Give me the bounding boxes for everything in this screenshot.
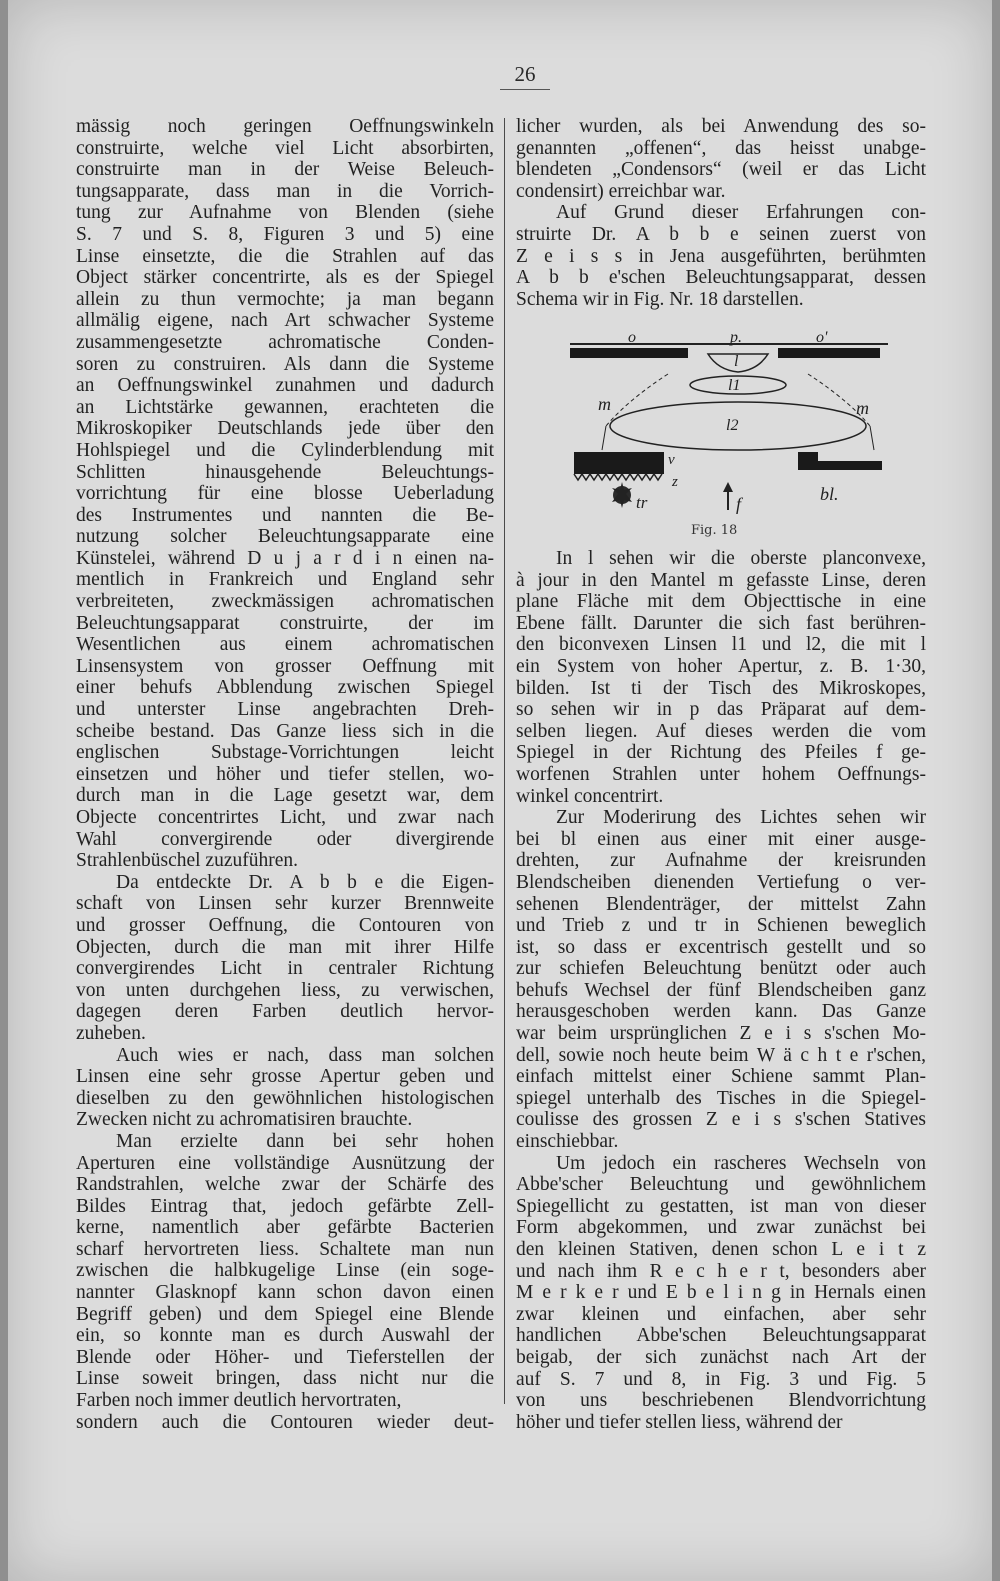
text-line: Blende oder Höher- und Tieferstellen der (76, 1346, 494, 1368)
diaphragm-carrier-left (574, 452, 664, 474)
text-line: zuheben. (76, 1022, 146, 1044)
column-divider (504, 118, 505, 1404)
text-line: so sehen wir in p das Präparat auf dem- (516, 699, 926, 721)
text-line: Blendscheiben dienenden Vertiefung o ver- (516, 871, 926, 893)
text-line: zwar kleinen und einfachen, aber sehr (516, 1303, 926, 1325)
text-line: Begriff geben) und dem Spiegel eine Blende (76, 1303, 494, 1325)
text-line: nannter Glasknopf kann schon davon einen (76, 1282, 494, 1304)
text-line: Linse einsetzte, die die Strahlen auf das (76, 245, 494, 267)
text-line: beigab, der sich zunächst nach Art der (516, 1346, 926, 1368)
text-line: genannten „offenen“, das heisst unabge- (516, 137, 926, 159)
text-line: winkel concentrirt. (516, 785, 664, 807)
text-line: blendeten „Condensors“ (weil er das Licht (516, 159, 926, 181)
text-line: herausgeschoben werden kann. Das Ganze (516, 1001, 926, 1023)
text-line: In l sehen wir die oberste planconvexe, (556, 548, 926, 569)
text-line: Objecte concentrirtes Licht, und zwar nach (76, 807, 494, 828)
text-line: einsetzen und höher und tiefer stellen, wo- (76, 763, 494, 785)
text-line: ein System von hoher Apertur, z. B. 1·30, (516, 655, 926, 677)
right-text-column-top (516, 116, 926, 310)
text-line: von uns beschriebenen Blendvorrichtung (516, 1390, 926, 1412)
text-line: von unten durchgehen liess, zu verwischen, (76, 979, 494, 1001)
text-line: convergirendes Licht in centraler Richtung (76, 958, 494, 980)
text-line: soren zu construiren. Als dann die Systeme (76, 353, 494, 375)
text-line: verbreiteten, zweckmässigen achromatischen (76, 591, 494, 613)
text-line: ein, so konnte man es durch Auswahl der (76, 1325, 494, 1347)
text-line: Künstelei, während D u j a r d i n einen na- (76, 547, 494, 569)
text-line: mässig noch geringen Oeffnungswinkeln (76, 116, 494, 137)
text-line: tungsapparate, dass man in die Vorrich- (76, 180, 494, 202)
text-line: Mikroskopiker Deutschlands jede über den (76, 418, 494, 440)
text-line: englischen Substage-Vorrichtungen leicht (76, 742, 494, 764)
text-line: war beim ursprünglichen Z e i s s'schen Mo- (516, 1023, 926, 1045)
text-line: scheibe bestand. Das Ganze liess sich in die (76, 720, 494, 742)
text-line: einschiebbar. (516, 1131, 619, 1153)
text-line: Linsen eine sehr grosse Apertur geben und (76, 1066, 494, 1088)
text-line: behufs Wechsel der fünf Blendscheiben ganz (516, 979, 926, 1001)
rack-teeth (574, 474, 662, 480)
text-line: bilden. Ist ti der Tisch des Mikroskopes, (516, 677, 926, 699)
text-line: allein zu thun vermochte; ja man begann (76, 288, 494, 310)
text-line: sehenen Blendenträger, der mittelst Zahn (516, 893, 926, 915)
text-line: den biconvexen Linsen l1 und l2, die mit l (516, 634, 926, 656)
text-line: zwischen die halbkugelige Linse (ein soge- (76, 1260, 494, 1282)
text-line: einfach mittelst einer Schiene sammt Plan- (516, 1066, 926, 1088)
text-line: Wesentlichen aus einem achromatischen (76, 634, 494, 656)
text-line: Objecten, durch die man mit ihrer Hilfe (76, 936, 494, 958)
text-line: Object stärker concentrirte, als es der Spiegel (76, 267, 494, 289)
text-line: einer behufs Abblendung zwischen Spiegel (76, 677, 494, 699)
text-line: an Lichtstärke gewannen, erachteten die (76, 396, 494, 418)
text-line: Bildes Eintrag that, jedoch gefärbte Zell- (76, 1195, 494, 1217)
text-line: vorrichtung für eine blosse Ueberladung (76, 483, 494, 505)
text-line: construirte man in der Weise Beleuch- (76, 159, 494, 181)
text-line: tung zur Aufnahme von Blenden (siehe (76, 202, 494, 224)
text-line: Auf Grund dieser Erfahrungen con- (556, 202, 926, 224)
text-line: struirte Dr. A b b e seinen zuerst von (516, 223, 926, 245)
text-line: Form abgekommen, und zwar zunächst bei (516, 1217, 926, 1239)
abbe-condenser-diagram (568, 330, 890, 545)
text-line: S. 7 und S. 8, Figuren 3 und 5) eine (76, 223, 494, 245)
text-line: schaft von Linsen sehr kurzer Brennweite (76, 893, 494, 915)
text-line: durch man in die Lage gesetzt war, dem (76, 785, 494, 807)
text-line: Randstrahlen, welche zwar der Schärfe des (76, 1174, 494, 1196)
label-l2: l2 (726, 417, 739, 434)
figure-caption: Fig. 18 (691, 523, 738, 538)
text-line: Farben noch immer deutlich hervortraten, (76, 1390, 402, 1412)
text-line: Da entdeckte Dr. A b b e die Eigen- (116, 871, 494, 893)
text-line: und nach ihm R e c h e r t, besonders aber (516, 1260, 926, 1282)
text-line: Schlitten hinausgehende Beleuchtungs- (76, 461, 494, 483)
text-line: worfenen Strahlen unter hohem Oeffnungs- (516, 763, 926, 785)
label-f: f (736, 494, 742, 514)
text-line: handlichen Abbe'schen Beleuchtungsapparat (516, 1325, 926, 1347)
book-page (8, 0, 992, 1581)
text-line: coulisse des grossen Z e i s s'schen Statives (516, 1109, 926, 1131)
text-line: höher und tiefer stellen liess, während der (516, 1411, 843, 1433)
text-line: des Instrumentes und nannten die Be- (76, 504, 494, 526)
text-line: und unterster Linse angebrachten Dreh- (76, 699, 494, 721)
label-tr: tr (636, 493, 648, 512)
label-l: l (734, 353, 739, 370)
label-m-left: m (598, 394, 611, 414)
text-line: Man erzielte dann bei sehr hohen (116, 1130, 494, 1152)
text-line: spiegel unterhalb des Tisches in die Spiegel- (516, 1087, 926, 1109)
text-line: und Trieb z und tr in Schienen beweglich (516, 915, 926, 937)
text-line: Abbe'scher Beleuchtung und gewöhnlichem (516, 1174, 926, 1196)
text-line: auf S. 7 und 8, in Fig. 3 und Fig. 5 (516, 1368, 926, 1390)
text-line: Ebene fällt. Darunter die sich fast berühren- (516, 612, 926, 634)
text-line: drehten, zur Aufnahme der kreisrunden (516, 850, 926, 872)
text-line: Wahl convergirende oder divergirende (76, 828, 494, 850)
text-line: ist, so dass er excentrisch gestellt und so (516, 936, 926, 958)
text-line: Zwecken nicht zu achromatisiren brauchte. (76, 1109, 413, 1131)
text-line: dieselben zu den gewöhnlichen histologischen (76, 1087, 494, 1109)
page-number: 26 (500, 62, 550, 90)
label-v: v (668, 452, 675, 468)
text-line: mentlich in Frankreich und England sehr (76, 569, 494, 591)
label-o: o (628, 330, 636, 346)
text-line: Auch wies er nach, dass man solchen (116, 1044, 494, 1066)
text-line: dell, sowie noch heute beim W ä c h t e r'schen, (516, 1044, 926, 1066)
text-line: sondern auch die Contouren wieder deut- (76, 1411, 494, 1433)
text-line: an Oeffnungswinkel zunahmen und dadurch (76, 375, 494, 397)
text-line: construirte, welche viel Licht absorbirten, (76, 137, 494, 159)
text-line: allmälig eigene, nach Art schwacher Systeme (76, 310, 494, 332)
text-line: scharf hervortreten liess. Schaltete man nun (76, 1238, 494, 1260)
text-line: zur schiefen Beleuchtung benützt oder auch (516, 958, 926, 980)
label-bl: bl. (820, 484, 839, 504)
label-o-prime: o' (816, 330, 828, 346)
text-line: dagegen deren Farben deutlich hervor- (76, 1001, 494, 1023)
right-text-column-bottom (516, 548, 926, 1433)
text-line: Zur Moderirung des Lichtes sehen wir (556, 807, 926, 829)
text-line: Schema wir in Fig. Nr. 18 darstellen. (516, 288, 804, 310)
text-line: plane Fläche mit dem Objecttische in eine (516, 591, 926, 613)
text-line: nutzung solcher Beleuchtungsapparate eine (76, 526, 494, 548)
label-m-right: m (856, 398, 869, 418)
text-line: Strahlenbüschel zuzuführen. (76, 850, 299, 872)
text-line: à jour in den Mantel m gefasste Linse, deren (516, 569, 926, 591)
text-line: bei bl einen aus einer mit einer ausge- (516, 828, 926, 850)
text-line: condensirt) erreichbar war. (516, 180, 726, 202)
text-line: und grosser Oeffnung, die Contouren von (76, 914, 494, 936)
text-line: licher wurden, als bei Anwendung des so- (516, 116, 926, 137)
label-l1: l1 (728, 377, 741, 394)
text-line: selben liegen. Auf dieses werden die vom (516, 720, 926, 742)
text-line: zusammengesetzte achromatische Conden- (76, 331, 494, 353)
text-line: kerne, namentlich aber gefärbte Bacterien (76, 1217, 494, 1239)
text-line: den kleinen Stativen, denen schon L e i t z (516, 1239, 926, 1260)
text-line: Spiegellicht zu gestatten, ist man von dieser (516, 1195, 926, 1217)
text-line: Spiegel in der Richtung des Pfeiles f ge- (516, 742, 926, 764)
text-line: A b b e'schen Beleuchtungsapparat, dessen (516, 267, 926, 289)
label-p: p. (730, 330, 742, 346)
text-line: Hohlspiegel und die Cylinderblendung mit (76, 439, 494, 461)
text-line: M e r k e r und E b e l i n g in Hernals einen (516, 1282, 926, 1304)
text-line: Linsensystem von grosser Oeffnung mit (76, 655, 494, 677)
text-line: Beleuchtungsapparat construirte, der im (76, 612, 494, 634)
text-line: Linse soweit bringen, dass nicht nur die (76, 1368, 494, 1390)
text-line: Um jedoch ein rascheres Wechseln von (556, 1152, 926, 1174)
text-line: Z e i s s in Jena ausgeführten, berühmten (516, 245, 926, 267)
label-z: z (672, 474, 678, 490)
text-line: Aperturen eine vollständige Ausnützung der (76, 1152, 494, 1174)
left-text-column (76, 116, 494, 1433)
